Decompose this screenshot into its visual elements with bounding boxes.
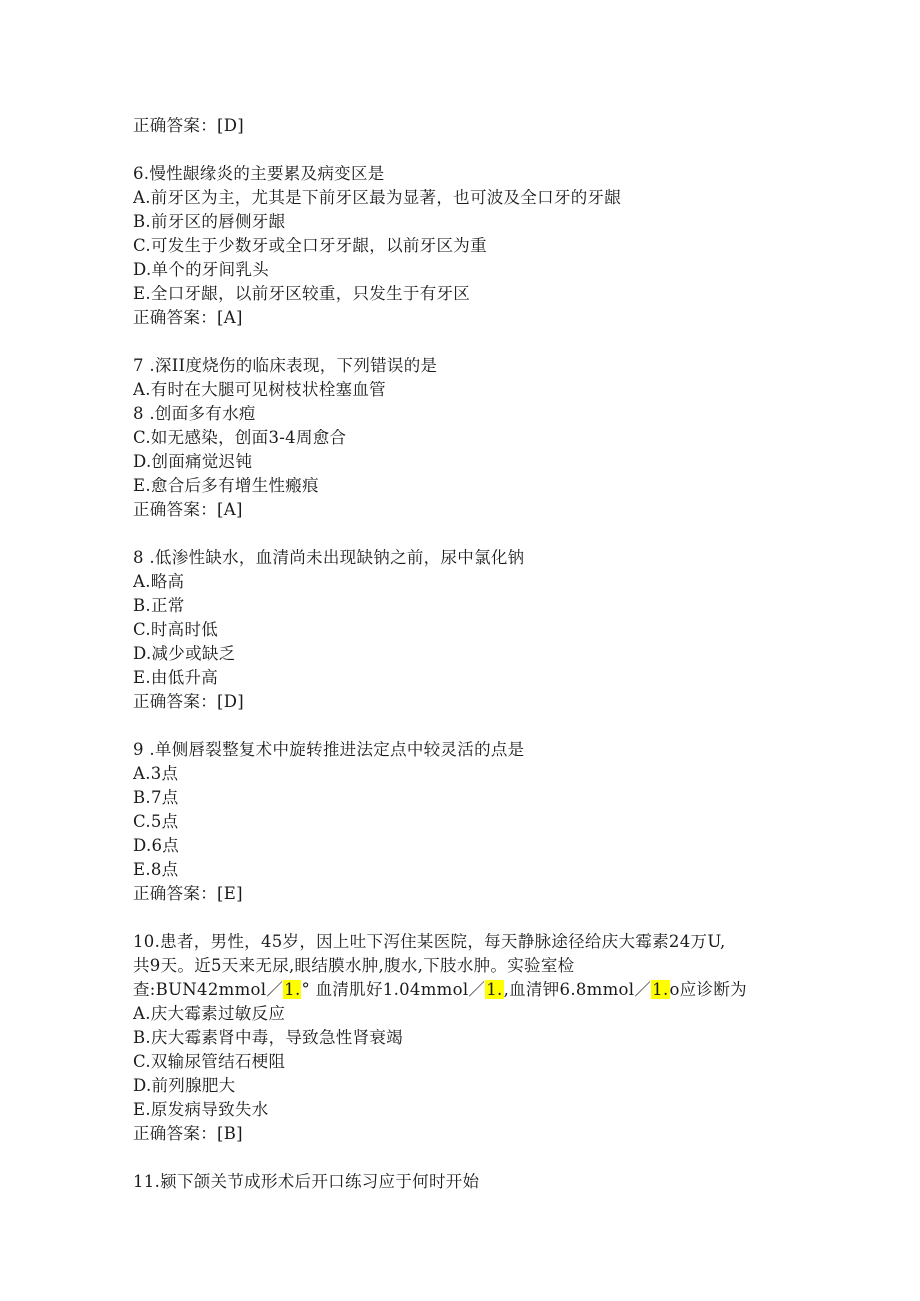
answer-label: 正确答案： (133, 1124, 217, 1143)
document-page (133, 114, 853, 1194)
highlighted-text: 1. (652, 980, 669, 999)
option: E.愈合后多有增生性瘢痕 (133, 476, 319, 495)
answer-value: [A] (217, 500, 243, 519)
answer-line (133, 882, 853, 906)
answer-value: [B] (217, 1124, 243, 1143)
answer-value: [E] (217, 884, 243, 903)
option: E.原发病导致失水 (133, 1100, 269, 1119)
text-segment: 查:BUN42mmol／ (133, 980, 284, 999)
option: B.正常 (133, 596, 185, 615)
option: C.时高时低 (133, 620, 219, 639)
answer-label: 正确答案： (133, 308, 217, 327)
answer-value: [D] (217, 116, 245, 135)
answer-line (133, 306, 853, 330)
option: C.5点 (133, 812, 179, 831)
question-10-line-3 (133, 978, 853, 1002)
option: B.庆大霉素肾中毒，导致急性肾衰竭 (133, 1028, 403, 1047)
option: C.如无感染，创面3-4周愈合 (133, 428, 347, 447)
answer-line (133, 498, 853, 522)
option: A.前牙区为主，尤其是下前牙区最为显著，也可波及全口牙的牙龈 (133, 188, 622, 207)
question-10-line-2: 共9天。近5天来无尿,眼结膜水肿,腹水,下肢水肿。实验室检 (133, 956, 575, 975)
question-6: 6.慢性龈缘炎的主要累及病变区是 (133, 164, 385, 183)
answer-line (133, 690, 853, 714)
question-8: 8 .低渗性缺水，血清尚未出现缺钠之前，尿中氯化钠 (133, 548, 525, 567)
question-7: 7 .深II度烧伤的临床表现，下列错误的是 (133, 356, 438, 375)
option: E.由低升高 (133, 668, 219, 687)
option: A.略高 (133, 572, 185, 591)
option: E.全口牙龈，以前牙区较重，只发生于有牙区 (133, 284, 471, 303)
text-segment: ° 血清肌好1.04mmol／ (301, 980, 486, 999)
option: A.3点 (133, 764, 179, 783)
option: A.有时在大腿可见树枝状栓塞血管 (133, 380, 386, 399)
answer-label: 正确答案： (133, 500, 217, 519)
answer-value: [A] (217, 308, 243, 327)
option: B.前牙区的唇侧牙龈 (133, 212, 286, 231)
option: D.单个的牙间乳头 (133, 260, 270, 279)
option: C.可发生于少数牙或全口牙牙龈，以前牙区为重 (133, 236, 487, 255)
text-segment: ,血清钾6.8mmol／ (503, 980, 652, 999)
question-10-line-1: 10.患者，男性，45岁，因上吐下泻住某医院，每天静脉途径给庆大霉素24万U, (133, 932, 726, 951)
highlighted-text: 1. (284, 980, 301, 999)
text-segment: o应诊断为 (669, 980, 747, 999)
option: C.双输尿管结石梗阻 (133, 1052, 286, 1071)
option: D.减少或缺乏 (133, 644, 236, 663)
answer-line (133, 1122, 853, 1146)
answer-label: 正确答案： (133, 884, 217, 903)
answer-value: [D] (217, 692, 245, 711)
option: E.8点 (133, 860, 179, 879)
option: 8 .创面多有水疱 (133, 404, 256, 423)
question-9: 9 .单侧唇裂整复术中旋转推进法定点中较灵活的点是 (133, 740, 525, 759)
answer-label: 正确答案： (133, 116, 217, 135)
option: D.创面痛觉迟钝 (133, 452, 253, 471)
option: D.前列腺肥大 (133, 1076, 236, 1095)
answer-label: 正确答案： (133, 692, 217, 711)
option: A.庆大霉素过敏反应 (133, 1004, 286, 1023)
answer-line (133, 114, 853, 138)
question-11: 11.颍下颌关节成形术后开口练习应于何时开始 (133, 1172, 480, 1191)
highlighted-text: 1. (486, 980, 503, 999)
option: B.7点 (133, 788, 179, 807)
option: D.6点 (133, 836, 180, 855)
